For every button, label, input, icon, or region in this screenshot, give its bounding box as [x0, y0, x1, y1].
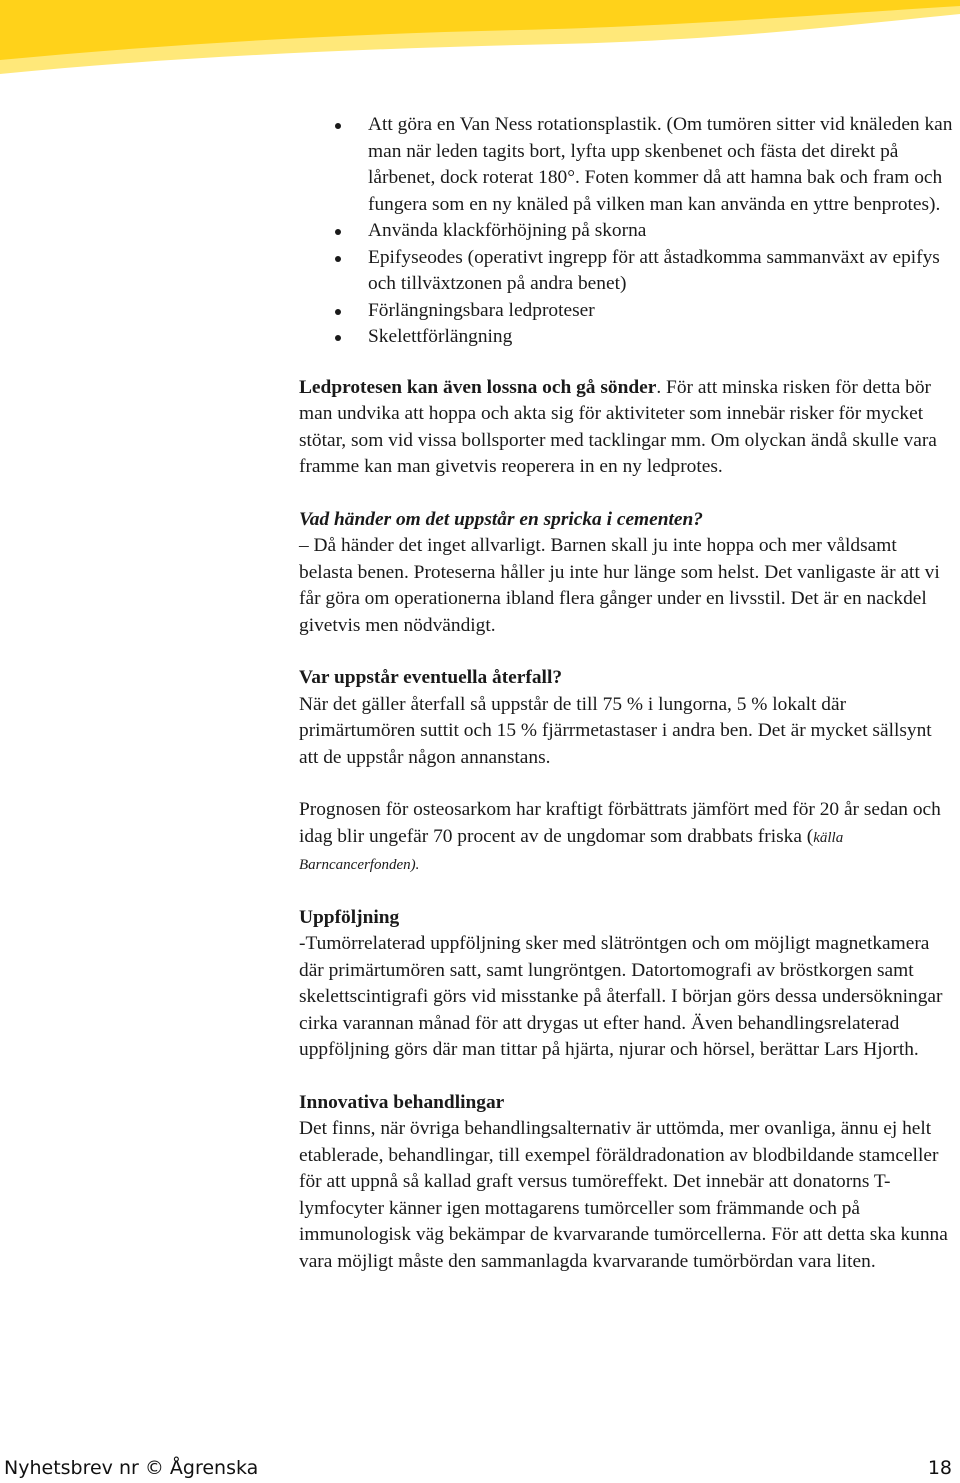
cement-answer: – Då händer det inget allvarligt. Barnen skall ju inte hoppa och mer våldsamt belasta benen. Proteserna håller ju inte hur länge som helst. Det vanligaste är att vi får göra om operationerna ibland flera gånger under en livsstil. Det är en nackdel givetvis men nödvändigt.	[299, 535, 940, 636]
innovative-text: Det finns, när övriga behandlingsalternativ är uttömda, mer ovanliga, ännu ej helt etablerade, behandlingar, till exempel föräldradonation av blodbildande stamceller för att uppnå så kallad graft versus tumöreffekt. Det innebär att donatorns T-lymfocyter känner igen mottagarens tumörceller som främmande och på immunologisk väg bekämpar de kvarvarande tumörcellerna. För att detta ska kunna vara möjligt måste den sammanlagda kvarvarande tumörbördan vara liten.	[299, 1118, 948, 1272]
bullet-icon	[335, 335, 341, 341]
prosthesis-text: . För att minska risken för detta bör man undvika att hoppa och akta sig för aktiviteter som innebär risker för mycket stötar, som vid vissa bollsporter med tacklingar mm. Om olyckan ändå skulle vara framme kan man givetvis reoperera in en ny ledprotes.	[299, 376, 937, 477]
innovative-heading: Innovativa behandlingar	[299, 1091, 505, 1113]
bullet-icon	[335, 229, 341, 235]
yellow-wave-graphic	[0, 0, 960, 82]
list-item: Att göra en Van Ness rotationsplastik. (Om tumören sitter vid knäleden kan man när leden tagits bort, lyfta upp skenbenet och fästa det direkt på lårbenet, dock roterat 180°. Foten kommer då att hamna bak och fram och fungera som en ny knäled på vilken man kan använda en yttre benprotes).	[299, 112, 954, 218]
bullet-icon	[335, 309, 341, 315]
treatment-options-list	[299, 112, 954, 351]
prosthesis-lead: Ledprotesen kan även lossna och gå sönder	[299, 376, 657, 398]
prognosis-source: källa Barncancerfonden).	[299, 829, 844, 873]
prognosis-text: Prognosen för osteosarkom har kraftigt förbättrats jämfört med för 20 år sedan och idag blir ungefär 70 procent av de ungdomar som drabbats friska (	[299, 799, 941, 847]
relapse-text: När det gäller återfall så uppstår de till 75 % i lungorna, 5 % lokalt där primärtumören suttit och 15 % fjärrmetastaser i andra ben. Det är mycket sällsynt att de uppstår någon annanstans.	[299, 693, 932, 768]
followup-heading: Uppföljning	[299, 906, 400, 928]
list-item: Förlängningsbara ledproteser	[299, 298, 954, 325]
list-item: Skelettförlängning	[299, 324, 954, 351]
cement-question: Vad händer om det uppstår en spricka i cementen?	[299, 508, 703, 530]
footer-publication: Nyhetsbrev nr © Ågrenska	[4, 1457, 259, 1479]
page-footer	[0, 1455, 960, 1483]
bullet-icon	[335, 123, 341, 129]
article-body	[299, 112, 954, 1275]
page-number: 18	[927, 1457, 952, 1479]
header-banner	[0, 0, 960, 82]
bullet-icon	[335, 256, 341, 262]
relapse-heading: Var uppstår eventuella återfall?	[299, 667, 563, 688]
list-item: Epifyseodes (operativt ingrepp för att åstadkomma sammanväxt av epifys och tillväxtzonen på andra benet)	[299, 245, 954, 298]
followup-text: -Tumörrelaterad uppföljning sker med slätröntgen och om möjligt magnetkamera där primärtumören satt, samt lungröntgen. Datortomografi av bröstkorgen samt skelettscintigrafi görs vid misstanke på återfall. I början görs dessa undersökningar cirka varannan månad för att drygas ut efter hand. Även behandlingsrelaterad uppföljning görs där man tittar på hjärta, njurar och hörsel, berättar Lars Hjorth.	[299, 933, 943, 1060]
prosthesis-paragraph	[299, 375, 954, 481]
list-item: Använda klackförhöjning på skorna	[299, 218, 954, 245]
prognosis-paragraph	[299, 797, 954, 879]
